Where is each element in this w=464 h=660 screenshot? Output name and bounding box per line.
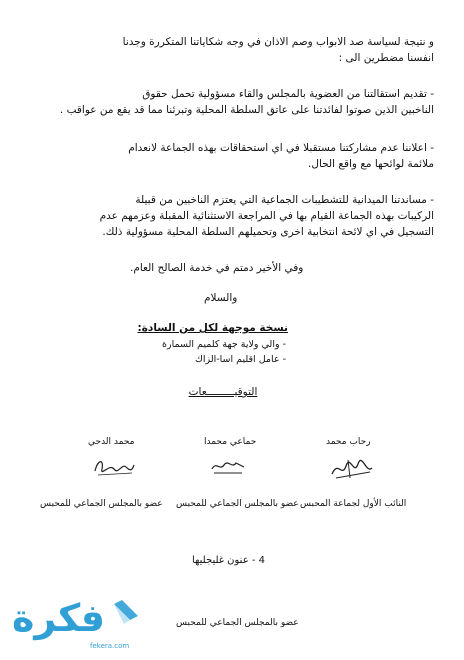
signatures-heading: التوقيـــــــــعات [188, 386, 258, 398]
signatory-role: عضو بالمجلس الجماعي للمحبس [176, 499, 299, 509]
closing-service: وفي الأخير دمتم في خدمة الصالح العام. [130, 262, 304, 274]
watermark-url: fekera.com [90, 642, 130, 650]
copies-item: - عامل اقليم اسا-الزاك [194, 354, 286, 365]
paragraph-resignation [28, 86, 434, 118]
copies-title: نسخة موجهة لكل من السادة: [137, 322, 288, 334]
paragraph-line: و نتيجة لسياسة صد الابواب وصم الاذان في وجه شكاياتنا المتكررة وجدنا [122, 36, 434, 48]
paragraph-line: ملائمة لوائحها مع واقع الحال. [307, 158, 434, 170]
paragraph-line: التسجيل في اي لائحة انتخابية اخرى وتحميلهم السلطة المحلية مسؤولية ذلك. [102, 226, 434, 238]
paragraph-support [28, 192, 434, 240]
paragraph-line: الناخبين الذين صوتوا لفائدتنا على عاتق السلطة المحلية وتبرئنا مما قد يقع من عواقب . [59, 104, 434, 116]
signature-scribble [330, 456, 374, 482]
signatory-role: النائب الأول لجماعة المحبس [300, 499, 407, 509]
signatory-name: محمد الدحي [88, 437, 135, 447]
paragraph-intro [28, 34, 434, 66]
signatory-name: رحاب محمد [326, 437, 371, 447]
signature-scribble [210, 455, 246, 477]
signature-scribble [92, 455, 136, 479]
paragraph-line: - اعلاننا عدم مشاركتنا مستقبلا في اي استحقاقات بهذه الجماعة لانعدام [128, 142, 434, 154]
closing-salam: والسلام [204, 292, 238, 304]
footer-role: عضو بالمجلس الجماعي للمحبس [176, 618, 299, 628]
signatory-role: عضو بالمجلس الجماعي للمحبس [40, 499, 163, 509]
paragraph-line: - مساندتنا الميدانية للتشطيبات الجماعية التي يعتزم الناخبين من قبيلة [135, 194, 434, 206]
site-watermark-logo [2, 596, 152, 656]
footer-count-line: 4 - عنون غليجليها [192, 555, 266, 566]
signatory-name: حماعي محمدا [204, 437, 257, 447]
paragraph-line: الركيبات بهذه الجماعة القيام بها في المراجعة الاستثنائية المقبلة وعزمهم عدم [99, 210, 434, 222]
paragraph-non-participation [28, 140, 434, 172]
watermark-text: فكرة [12, 596, 106, 640]
copies-item: - والي ولاية جهة كلميم السمارة [162, 339, 286, 350]
paragraph-line: - تقديم استقالتنا من العضوية بالمجلس والقاء مسؤولية تحمل حقوق [142, 88, 434, 100]
paragraph-line: انفسنا مضطرين الى : [338, 52, 434, 64]
